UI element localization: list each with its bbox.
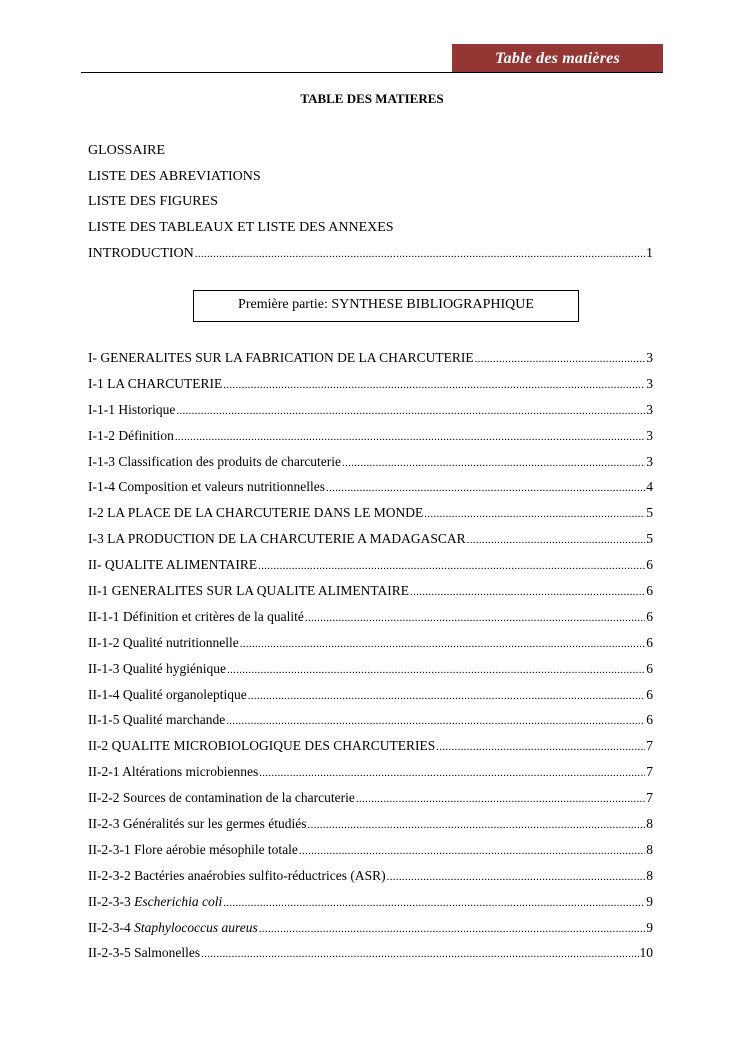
toc-entry[interactable] (88, 763, 653, 789)
toc-entry[interactable] (88, 401, 653, 427)
toc-entry[interactable] (88, 478, 653, 504)
toc-item-abreviations[interactable]: LISTE DES ABREVIATIONS (88, 168, 261, 184)
dot-leader (342, 454, 645, 472)
toc-entries (88, 349, 658, 970)
toc-entry[interactable] (88, 711, 653, 737)
dot-leader (201, 945, 638, 963)
toc-entry-label: II-2-3-3 Escherichia coli (88, 893, 223, 909)
dot-leader (175, 428, 645, 446)
toc-entry-page: 8 (646, 841, 653, 857)
toc-entry-label: I-2 LA PLACE DE LA CHARCUTERIE DANS LE MONDE (88, 505, 424, 521)
toc-entry[interactable] (88, 660, 653, 686)
dot-leader (227, 661, 645, 679)
dot-leader (259, 920, 646, 938)
toc-entry[interactable] (88, 686, 653, 712)
toc-entry-label: II-2-2 Sources de contamination de la charcuterie (88, 790, 355, 806)
toc-item-tableaux-annexes[interactable]: LISTE DES TABLEAUX ET LISTE DES ANNEXES (88, 220, 394, 236)
header-tab: Table des matières (452, 44, 663, 73)
toc-entry-page: 3 (646, 401, 653, 417)
toc-entry[interactable] (88, 504, 653, 530)
toc-entry-label: II-2-3-5 Salmonelles (88, 945, 201, 961)
toc-entry-page: 10 (639, 945, 653, 961)
toc-entry[interactable] (88, 556, 653, 582)
dot-leader (356, 790, 645, 808)
toc-entry-page: 6 (646, 686, 653, 702)
toc-entry[interactable] (88, 841, 653, 867)
page-title: TABLE DES MATIERES (300, 91, 444, 106)
toc-entry-page: 3 (646, 350, 653, 365)
dot-leader (240, 635, 646, 653)
toc-entry-label: I-1-3 Classification des produits de charcuterie (88, 453, 342, 469)
toc-entry-page: 7 (646, 738, 653, 754)
toc-entry[interactable] (88, 789, 653, 815)
dot-leader (410, 583, 645, 601)
dot-leader (299, 842, 645, 860)
toc-entry-page: 1 (646, 245, 653, 261)
toc-entry[interactable] (88, 427, 653, 453)
toc-entry-italic-label: Staphylococcus aureus (134, 919, 258, 935)
dot-leader (475, 350, 646, 368)
toc-entry-label: II- QUALITE ALIMENTAIRE (88, 557, 258, 573)
dot-leader (226, 712, 645, 730)
toc-entry-label: I- GENERALITES SUR LA FABRICATION DE LA CHARCUTERIE (88, 350, 474, 365)
toc-entry[interactable] (88, 944, 653, 970)
dot-leader (308, 816, 646, 834)
toc-entry-page: 6 (646, 583, 653, 599)
dot-leader (467, 531, 646, 549)
toc-entry-label: II-2-3-4 Staphylococcus aureus (88, 919, 258, 935)
toc-entry[interactable] (88, 867, 653, 893)
toc-entry-label: II-1-4 Qualité organoleptique (88, 686, 247, 702)
toc-entry-label: II-1-2 Qualité nutritionnelle (88, 634, 239, 650)
dot-leader (223, 894, 645, 912)
toc-entry-page: 7 (646, 764, 653, 780)
toc-entry-page: 5 (646, 505, 653, 521)
toc-entry-label: II-1-5 Qualité marchande (88, 712, 226, 728)
toc-entry-page: 4 (646, 479, 653, 495)
toc-entry[interactable] (88, 608, 653, 634)
toc-entry-label: I-3 LA PRODUCTION DE LA CHARCUTERIE A MADAGASCAR (88, 531, 466, 547)
toc-entry[interactable] (88, 375, 653, 401)
toc-entry-page: 7 (646, 790, 653, 806)
toc-entry-page: 8 (646, 867, 653, 883)
toc-entry-label: I-1 LA CHARCUTERIE (88, 375, 223, 391)
preliminary-list (88, 143, 653, 271)
toc-entry-italic-label: Escherichia coli (134, 893, 223, 909)
toc-entry-page: 3 (646, 453, 653, 469)
toc-entry-page: 9 (646, 919, 653, 935)
part-heading-box: Première partie: SYNTHESE BIBLIOGRAPHIQUE (193, 290, 579, 322)
toc-entry[interactable] (88, 582, 653, 608)
toc-entry-label: II-2-3 Généralités sur les germes étudiés (88, 816, 307, 832)
toc-entry-page: 6 (646, 660, 653, 676)
toc-item-glossaire[interactable]: GLOSSAIRE (88, 143, 166, 158)
toc-entry[interactable] (88, 349, 653, 375)
toc-entry-label: II-1-1 Définition et critères de la qualité (88, 608, 304, 624)
toc-entry[interactable] (88, 893, 653, 919)
toc-entry-label: II-2 QUALITE MICROBIOLOGIQUE DES CHARCUTERIES (88, 738, 436, 754)
dot-leader (387, 868, 646, 886)
toc-entry-page: 8 (646, 816, 653, 832)
dot-leader (424, 505, 645, 523)
toc-entry-label: I-1-4 Composition et valeurs nutritionnelles (88, 479, 325, 495)
toc-entry[interactable] (88, 919, 653, 945)
dot-leader (258, 557, 645, 575)
dot-leader (305, 609, 645, 627)
toc-entry-page: 3 (646, 375, 653, 391)
dot-leader (195, 246, 645, 262)
toc-entry-label: II-1 GENERALITES SUR LA QUALITE ALIMENTAIRE (88, 583, 410, 599)
toc-entry-label: II-2-3-1 Flore aérobie mésophile totale (88, 841, 298, 857)
toc-entry-page: 3 (646, 427, 653, 443)
toc-entry[interactable] (88, 737, 653, 763)
toc-entry-page: 9 (646, 893, 653, 909)
toc-entry-label: II-1-3 Qualité hygiénique (88, 660, 226, 676)
toc-entry-page: 6 (646, 634, 653, 650)
toc-item-introduction[interactable] (88, 246, 653, 272)
toc-entry[interactable] (88, 530, 653, 556)
toc-entry-page: 6 (646, 712, 653, 728)
dot-leader (259, 764, 645, 782)
toc-entry-page: 6 (646, 557, 653, 573)
header-rule (81, 72, 663, 73)
dot-leader (176, 402, 645, 420)
toc-entry[interactable] (88, 453, 653, 479)
toc-entry-page: 5 (646, 531, 653, 547)
toc-entry-label: I-1-2 Définition (88, 427, 174, 443)
toc-entry-label: II-2-3-2 Bactéries anaérobies sulfito-réductrices (ASR) (88, 867, 386, 883)
toc-item-figures[interactable]: LISTE DES FIGURES (88, 194, 218, 210)
toc-entry[interactable] (88, 815, 653, 841)
toc-entry-page: 6 (646, 608, 653, 624)
toc-entry-label: II-2-1 Altérations microbiennes (88, 764, 259, 780)
dot-leader (248, 687, 646, 705)
dot-leader (326, 479, 645, 497)
toc-entry-label: INTRODUCTION (88, 245, 194, 261)
toc-entry[interactable] (88, 634, 653, 660)
dot-leader (436, 738, 645, 756)
dot-leader (223, 376, 645, 394)
toc-entry-label: I-1-1 Historique (88, 401, 176, 417)
